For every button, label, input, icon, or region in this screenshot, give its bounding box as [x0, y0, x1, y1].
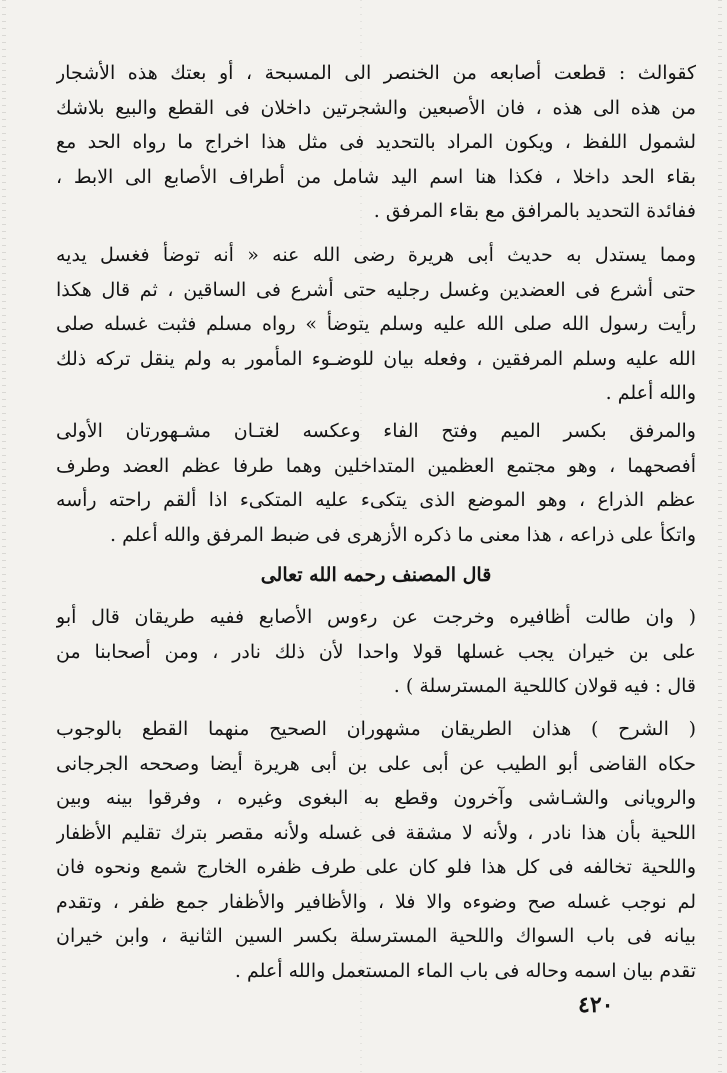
- scan-edge-right: [718, 0, 722, 1073]
- text-line: ومما يستدل به حديث أبى هريرة رضى الله عنه « أنه توضأ فغسل يديه: [56, 244, 696, 266]
- paragraph-3: [56, 414, 696, 552]
- paragraph-1: [56, 56, 696, 229]
- text-line: لم نوجب غسله صح وضوءه والا فلا ، والأظافير والأظفار جمع ظفر ، وتقدم: [56, 890, 696, 913]
- text-line: اللحية بأن هذا نادر ، ولأنه لا مشقة فى غسله ولأنه مقصر بترك تقليم الأظفار: [56, 821, 696, 844]
- text-line: ( وان طالت أظافيره وخرجت عن رءوس الأصابع ففيه طريقان قال أبو: [56, 606, 696, 628]
- page-number: ٤٢٠: [578, 992, 614, 1018]
- text-line: من هذه الى هذه ، فان الأصبعين والشجرتين داخلان فى القطع والبيع بلاشك: [56, 96, 696, 119]
- text-line: الله عليه وسلم المرفقين ، وفعله بيان للوضـوء المأمور به ولم ينقل تركه ذلك: [56, 347, 696, 370]
- paragraph-5: [56, 712, 696, 988]
- text-line: قال : فيه قولان كاللحية المسترسلة ) .: [393, 675, 696, 697]
- text-line: واللحية تخالفه فى كل هذا فلو كان على طرف ظفره الخارج شمع ونحوه فان: [56, 856, 696, 878]
- text-line: والمرفق بكسر الميم وفتح الفاء وعكسه لغتـان مشـهورتان الأولى: [56, 420, 696, 442]
- text-line: بيانه فى باب السواك واللحية المسترسلة بكسر السين الثانية ، وابن خيران: [56, 925, 696, 947]
- text-line: واتكأ على ذراعه ، هذا معنى ما ذكره الأزهرى فى ضبط المرفق والله أعلم .: [110, 523, 696, 546]
- text-line: والله أعلم .: [605, 382, 696, 404]
- paragraph-4: [56, 600, 696, 704]
- text-line: عظم الذراع ، وهو الموضع الذى يتكىء عليه المتكىء اذا ألقم راحته رأسه: [56, 489, 696, 511]
- section-heading: قال المصنف رحمه الله تعالى: [260, 564, 492, 586]
- text-line: أفصحهما ، وهو مجتمع العظمين المتداخلين وهما طرفا عظم العضد وطرف: [56, 454, 696, 477]
- text-line: كقوالث : قطعت أصابعه من الخنصر الى المسبحة ، أو بعتك هذه الأشجار: [56, 62, 696, 84]
- scan-edge-left: [2, 0, 6, 1073]
- text-line: تقدم بيان اسمه وحاله فى باب الماء المستعمل والله أعلم .: [234, 959, 696, 982]
- text-line: على بن خيران يجب غسلها قولا واحدا لأن ذلك نادر ، ومن أصحابنا من: [56, 640, 696, 663]
- text-line: حكاه القاضى أبو الطيب عن أبى على بن أبى هريرة أيضا وصححه الجرجانى: [56, 752, 696, 775]
- text-line: رأيت رسول الله صلى الله عليه وسلم يتوضأ » رواه مسلم فثبت غسله صلى: [56, 313, 696, 335]
- text-line: لشمول اللفظ ، ويكون المراد بالتحديد فى مثل هذا اخراج ما رواه الحد مع: [56, 131, 696, 153]
- text-line: حتى أشرع فى العضدين وغسل رجليه حتى أشرع فى الساقين ، ثم قال هكذا: [56, 278, 696, 301]
- paragraph-2: [56, 238, 696, 411]
- text-line: ( الشرح ) هذان الطريقان مشهوران الصحيح منهما القطع بالوجوب: [56, 718, 696, 740]
- text-line: بقاء الحد داخلا ، فكذا هنا اسم اليد شامل من أطراف الأصابع الى الابط ،: [56, 165, 696, 188]
- text-line: ففائدة التحديد بالمرافق مع بقاء المرفق .: [373, 200, 696, 222]
- text-line: والرويانى والشـاشى وآخرون وقطع به البغوى وغيره ، وفرقوا بينه وبين: [56, 787, 696, 809]
